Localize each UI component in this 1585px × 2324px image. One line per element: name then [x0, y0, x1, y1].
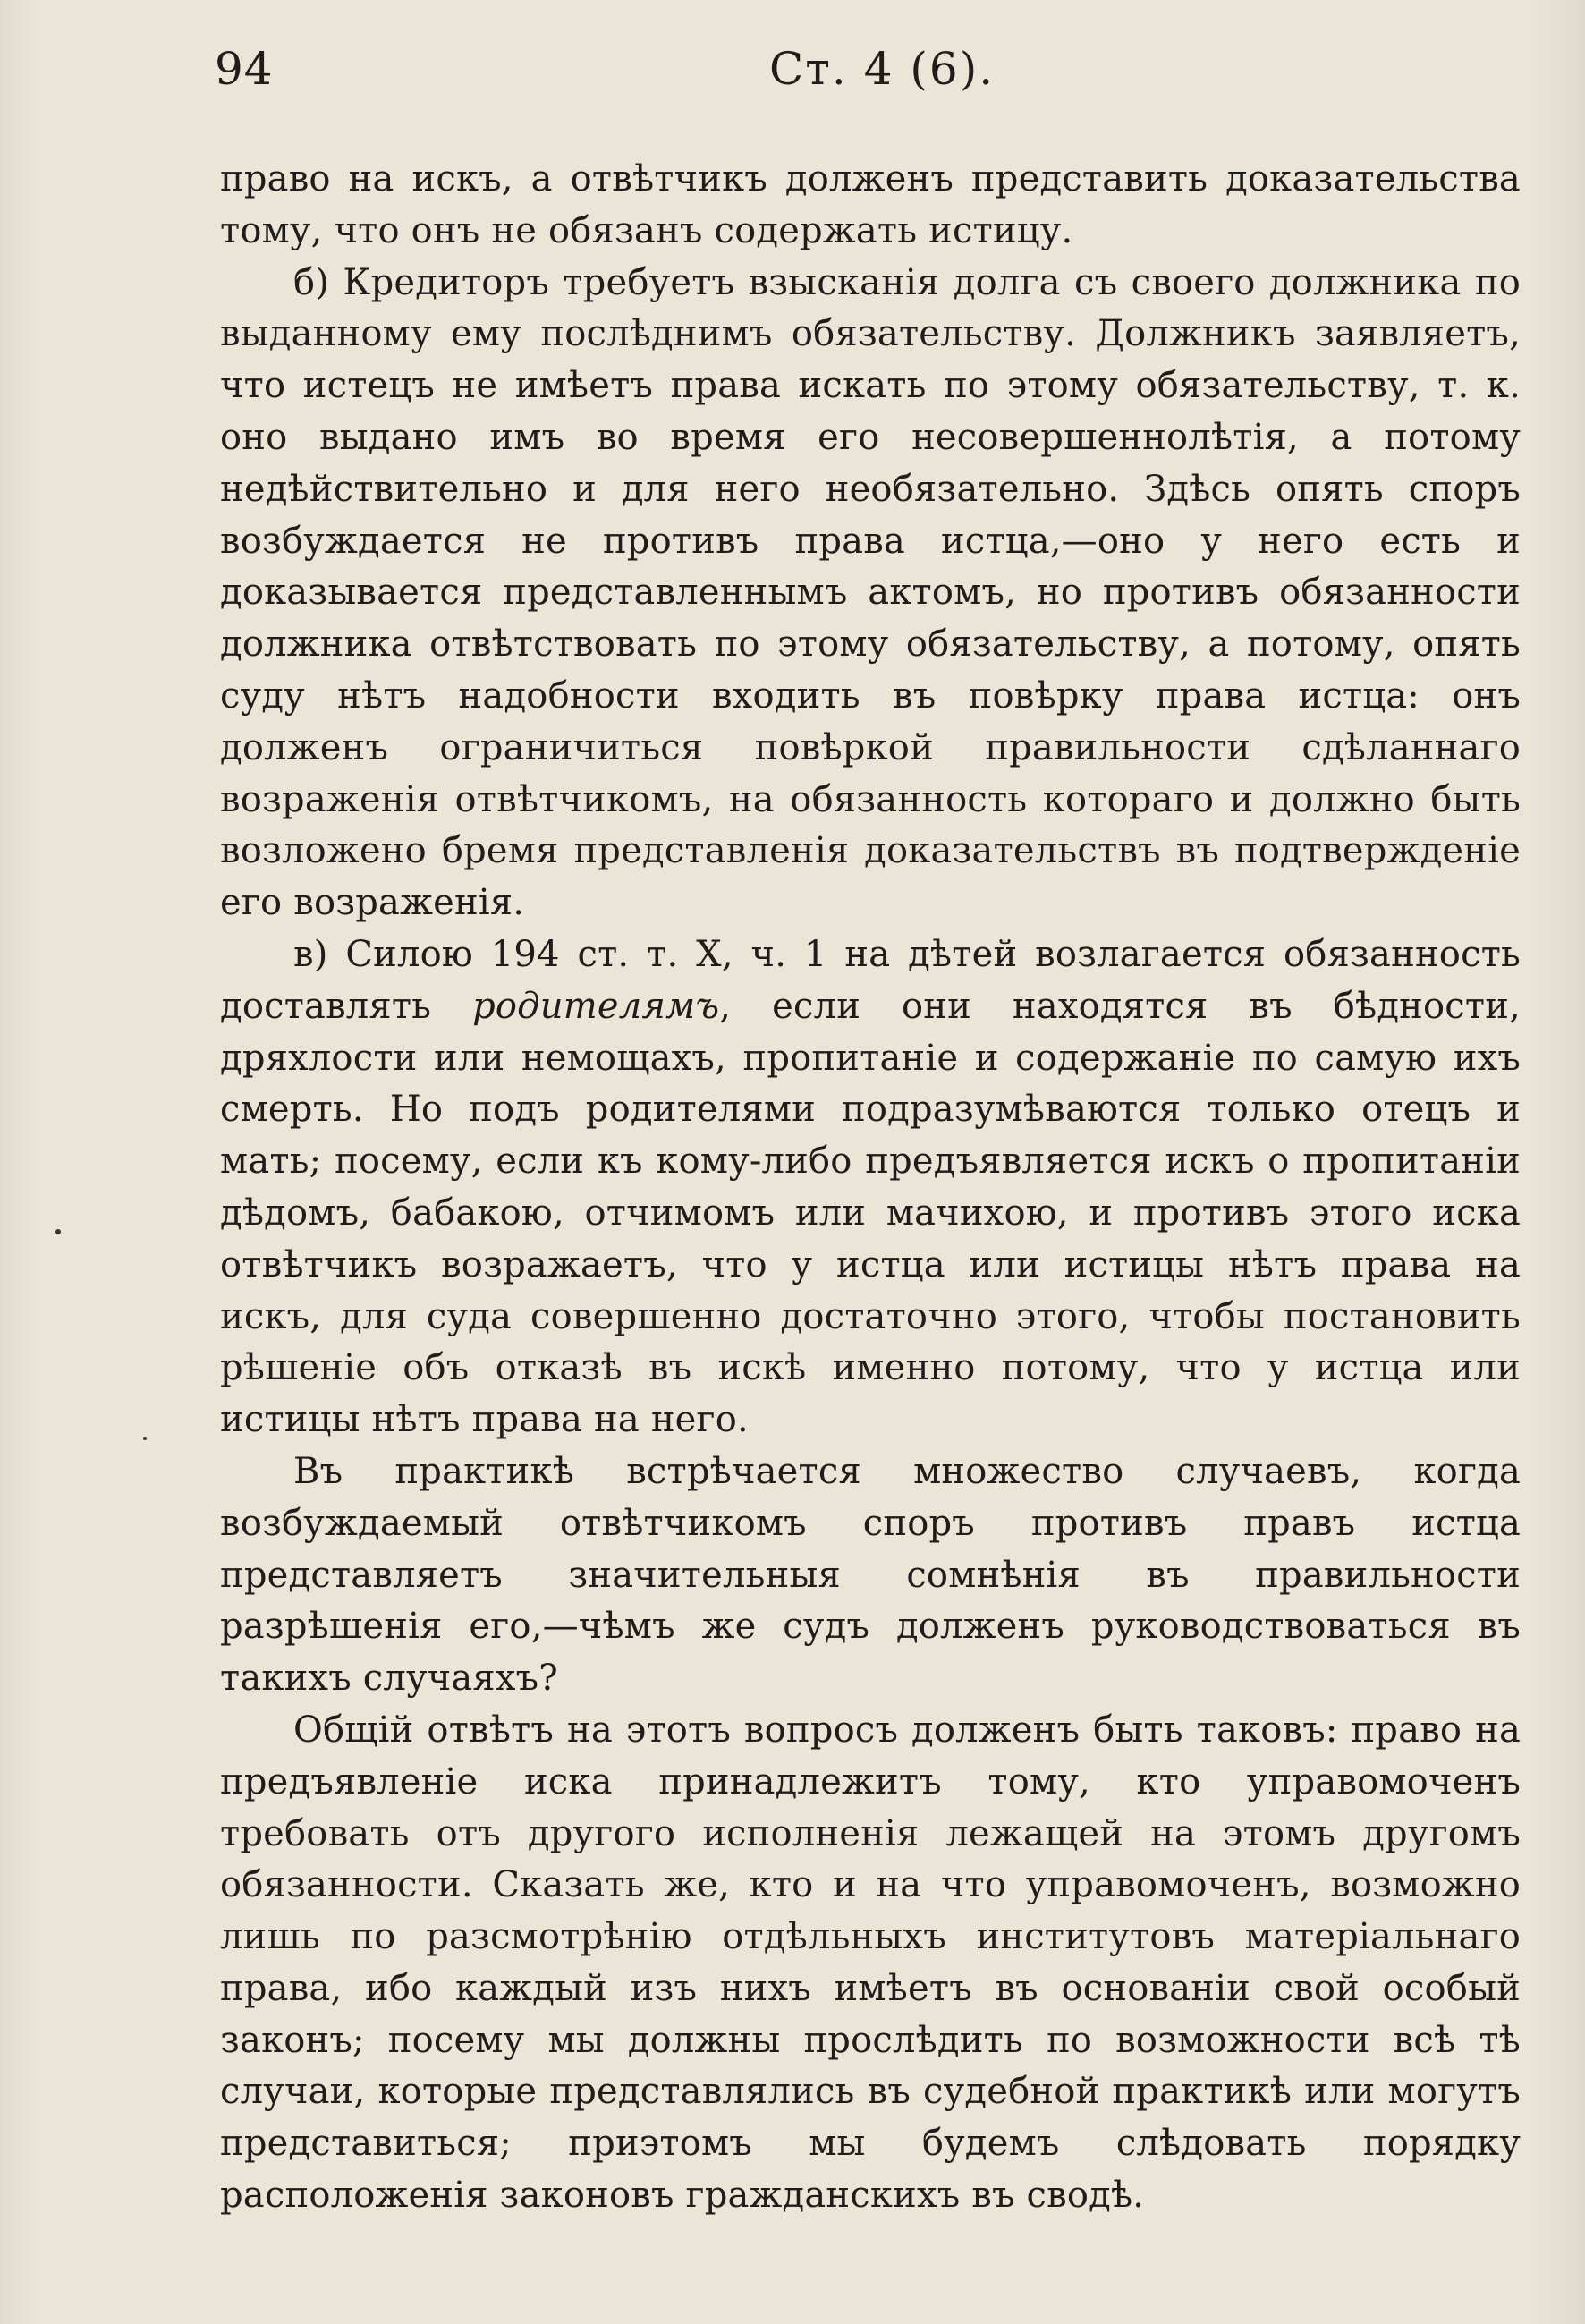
italic-term-parents: родителямъ — [472, 985, 720, 1027]
paragraph-b: б) Кредиторъ требуетъ взысканія долга съ своего должника по выданному ему послѣднимъ обязательству. Должникъ заявляетъ, что истецъ не имѣетъ права искать по этому обязательству, т. к. оно выдано имъ во время его несовершеннолѣтія, а потому недѣйствительно и для него необязательно. Здѣсь опять споръ возбуждается не противъ права истца,—оно у него есть и доказывается представленнымъ актомъ, но противъ обязанности должника отвѣтствовать по этому обязательству, а потому, опять суду нѣтъ надобности входить въ повѣрку права истца: онъ долженъ ограничиться повѣркой правильности сдѣланнаго возраженія отвѣтчикомъ, на обязанность котораго и должно быть возложено бремя представленія доказательствъ въ подтвержденіе его возраженія. — [220, 261, 1521, 924]
page-header — [215, 43, 1521, 115]
paragraph-v-start: в) Силою 194 ст. т. X, ч. 1 на дѣтей возлагается обязанность доставлять — [220, 933, 1521, 1027]
paragraph-practice: Въ практикѣ встрѣчается множество случаевъ, когда возбуждаемый отвѣтчикомъ споръ противъ правъ истца представляетъ значительныя сомнѣнія въ правильности разрѣшенія его,—чѣмъ же судъ долженъ руководствоваться въ такихъ случаяхъ? — [220, 1450, 1521, 1700]
paper-speck — [143, 1437, 147, 1440]
paper-speck — [55, 1229, 61, 1234]
paragraph-v-rest: , если они находятся въ бѣдности, дряхлости или немощахъ, пропитаніе и содержаніе по самую ихъ смерть. Но подъ родителями подразумѣваются только отецъ и мать; посему, если къ кому-либо предъявляется искъ о пропитаніи дѣдомъ, бабакою, отчимомъ или мачихою, и противъ этого иска отвѣтчикъ возражаетъ, что у истца или истицы нѣтъ права на искъ, для суда совершенно достаточно этого, чтобы постановить рѣшеніе объ отказѣ въ искѣ именно потому, что у истца или истицы нѣтъ права на него. — [220, 985, 1521, 1441]
page-number: 94 — [215, 43, 274, 95]
paragraph-continuation: право на искъ, а отвѣтчикъ долженъ представить доказательства тому, что онъ не обязанъ содержать истицу. — [220, 158, 1521, 251]
running-head: Ст. 4 (6). — [769, 43, 996, 95]
paragraph-v — [220, 929, 1521, 1446]
body-text — [220, 154, 1521, 2222]
paragraph-general-answer: Общій отвѣтъ на этотъ вопросъ долженъ быть таковъ: право на предъявленіе иска принадлежитъ тому, кто управомоченъ требовать отъ другого исполненія лежащей на этомъ другомъ обязанности. Сказать же, кто и на что управомоченъ, возможно лишь по разсмотрѣнію отдѣльныхъ институтовъ матеріальнаго права, ибо каждый изъ нихъ имѣетъ въ основаніи свой особый законъ; посему мы должны прослѣдить по возможности всѣ тѣ случаи, которые представлялись въ судебной практикѣ или могутъ представиться; приэтомъ мы будемъ слѣдовать порядку расположенія законовъ гражданскихъ въ сводѣ. — [220, 1709, 1521, 2217]
